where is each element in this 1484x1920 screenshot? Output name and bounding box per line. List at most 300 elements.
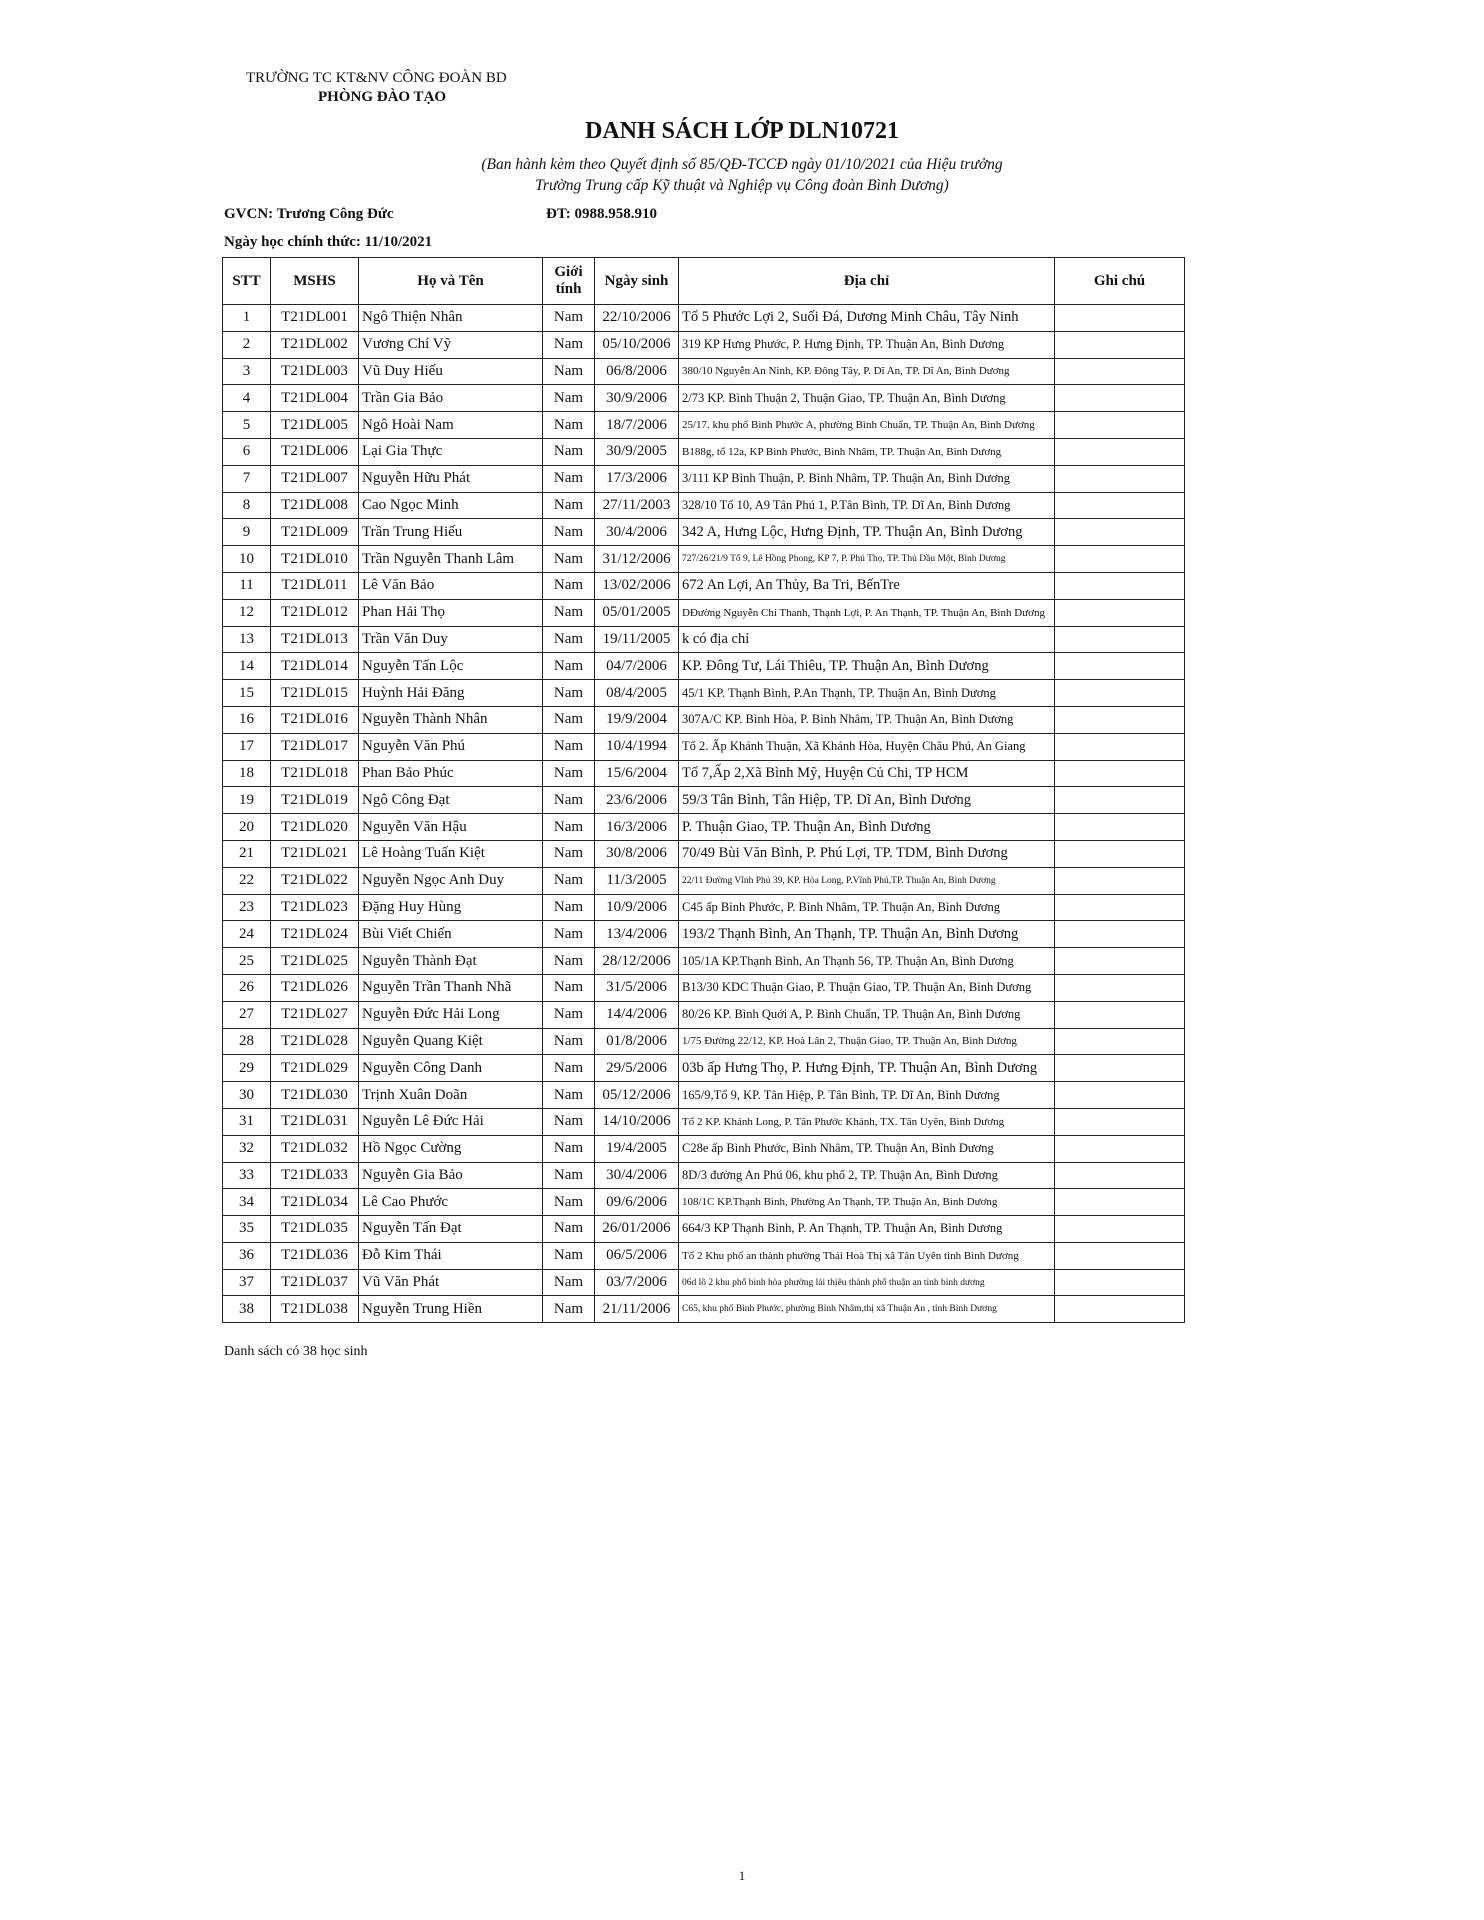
cell-address: 319 KP Hưng Phước, P. Hưng Định, TP. Thuận An, Bình Dương bbox=[679, 331, 1055, 358]
cell-mshs: T21DL012 bbox=[271, 599, 359, 626]
cell-gender: Nam bbox=[543, 948, 595, 975]
cell-gender: Nam bbox=[543, 1028, 595, 1055]
cell-mshs: T21DL010 bbox=[271, 546, 359, 573]
cell-name: Hồ Ngọc Cường bbox=[359, 1135, 543, 1162]
cell-mshs: T21DL004 bbox=[271, 385, 359, 412]
cell-dob: 08/4/2005 bbox=[595, 680, 679, 707]
cell-gender: Nam bbox=[543, 733, 595, 760]
table-row bbox=[223, 1108, 1185, 1135]
cell-stt: 28 bbox=[223, 1028, 271, 1055]
table-row bbox=[223, 572, 1185, 599]
cell-stt: 19 bbox=[223, 787, 271, 814]
cell-stt: 5 bbox=[223, 412, 271, 439]
cell-stt: 33 bbox=[223, 1162, 271, 1189]
cell-dob: 06/5/2006 bbox=[595, 1242, 679, 1269]
table-row bbox=[223, 787, 1185, 814]
table-row bbox=[223, 331, 1185, 358]
cell-name: Phan Bảo Phúc bbox=[359, 760, 543, 787]
cell-address: 105/1A KP.Thạnh Bình, An Thạnh 56, TP. Thuận An, Bình Dương bbox=[679, 948, 1055, 975]
cell-name: Lại Gia Thực bbox=[359, 438, 543, 465]
cell-note bbox=[1055, 680, 1185, 707]
table-row bbox=[223, 1082, 1185, 1109]
cell-dob: 18/7/2006 bbox=[595, 412, 679, 439]
cell-note bbox=[1055, 1055, 1185, 1082]
table-row bbox=[223, 894, 1185, 921]
cell-gender: Nam bbox=[543, 385, 595, 412]
cell-dob: 31/5/2006 bbox=[595, 974, 679, 1001]
column-header-dob: Ngày sinh bbox=[595, 258, 679, 305]
cell-note bbox=[1055, 1082, 1185, 1109]
cell-address: Tổ 7,Ấp 2,Xã Bình Mỹ, Huyện Củ Chi, TP HCM bbox=[679, 760, 1055, 787]
cell-address: C45 ấp Bình Phước, P. Bình Nhâm, TP. Thuận An, Bình Dương bbox=[679, 894, 1055, 921]
cell-note bbox=[1055, 760, 1185, 787]
cell-name: Nguyễn Công Danh bbox=[359, 1055, 543, 1082]
table-row bbox=[223, 546, 1185, 573]
cell-note bbox=[1055, 787, 1185, 814]
cell-dob: 05/10/2006 bbox=[595, 331, 679, 358]
cell-gender: Nam bbox=[543, 599, 595, 626]
cell-name: Trần Văn Duy bbox=[359, 626, 543, 653]
cell-dob: 03/7/2006 bbox=[595, 1269, 679, 1296]
cell-name: Ngô Công Đạt bbox=[359, 787, 543, 814]
cell-mshs: T21DL005 bbox=[271, 412, 359, 439]
cell-name: Lê Văn Bảo bbox=[359, 572, 543, 599]
cell-address: 45/1 KP. Thạnh Bình, P.An Thạnh, TP. Thuận An, Bình Dương bbox=[679, 680, 1055, 707]
cell-address: C28e ấp Bình Phước, Bình Nhâm, TP. Thuận An, Bình Dương bbox=[679, 1135, 1055, 1162]
cell-address: 2/73 KP. Bình Thuận 2, Thuận Giao, TP. Thuận An, Bình Dương bbox=[679, 385, 1055, 412]
cell-gender: Nam bbox=[543, 680, 595, 707]
cell-note bbox=[1055, 840, 1185, 867]
cell-dob: 19/4/2005 bbox=[595, 1135, 679, 1162]
cell-stt: 16 bbox=[223, 706, 271, 733]
cell-stt: 18 bbox=[223, 760, 271, 787]
cell-dob: 26/01/2006 bbox=[595, 1216, 679, 1243]
table-row bbox=[223, 1001, 1185, 1028]
cell-gender: Nam bbox=[543, 1001, 595, 1028]
cell-gender: Nam bbox=[543, 894, 595, 921]
cell-note bbox=[1055, 974, 1185, 1001]
cell-mshs: T21DL038 bbox=[271, 1296, 359, 1323]
cell-name: Nguyễn Trung Hiền bbox=[359, 1296, 543, 1323]
cell-name: Đặng Huy Hùng bbox=[359, 894, 543, 921]
cell-gender: Nam bbox=[543, 1055, 595, 1082]
cell-stt: 3 bbox=[223, 358, 271, 385]
teacher-phone: ĐT: 0988.958.910 bbox=[546, 206, 657, 222]
cell-dob: 14/10/2006 bbox=[595, 1108, 679, 1135]
table-header-row bbox=[223, 258, 1185, 305]
cell-mshs: T21DL013 bbox=[271, 626, 359, 653]
cell-mshs: T21DL030 bbox=[271, 1082, 359, 1109]
cell-name: Trần Gia Bảo bbox=[359, 385, 543, 412]
cell-stt: 14 bbox=[223, 653, 271, 680]
cell-gender: Nam bbox=[543, 1135, 595, 1162]
table-row bbox=[223, 1162, 1185, 1189]
cell-name: Trần Trung Hiếu bbox=[359, 519, 543, 546]
cell-note bbox=[1055, 1162, 1185, 1189]
cell-note bbox=[1055, 867, 1185, 894]
cell-mshs: T21DL032 bbox=[271, 1135, 359, 1162]
cell-dob: 28/12/2006 bbox=[595, 948, 679, 975]
cell-gender: Nam bbox=[543, 331, 595, 358]
cell-name: Nguyễn Văn Hậu bbox=[359, 814, 543, 841]
cell-mshs: T21DL026 bbox=[271, 974, 359, 1001]
cell-dob: 27/11/2003 bbox=[595, 492, 679, 519]
cell-note bbox=[1055, 706, 1185, 733]
cell-gender: Nam bbox=[543, 760, 595, 787]
table-row bbox=[223, 1269, 1185, 1296]
cell-gender: Nam bbox=[543, 1296, 595, 1323]
cell-address: 3/111 KP Bình Thuận, P. Bình Nhâm, TP. Thuận An, Bình Dương bbox=[679, 465, 1055, 492]
cell-mshs: T21DL018 bbox=[271, 760, 359, 787]
table-row bbox=[223, 438, 1185, 465]
cell-mshs: T21DL023 bbox=[271, 894, 359, 921]
cell-name: Cao Ngọc Minh bbox=[359, 492, 543, 519]
cell-stt: 10 bbox=[223, 546, 271, 573]
cell-stt: 1 bbox=[223, 305, 271, 332]
table-row bbox=[223, 680, 1185, 707]
table-row bbox=[223, 465, 1185, 492]
cell-name: Lê Hoàng Tuấn Kiệt bbox=[359, 840, 543, 867]
cell-address: C65, khu phố Bình Phước, phường Bình Nhâm,thị xã Thuận An , tỉnh Bình Dương bbox=[679, 1296, 1055, 1323]
cell-note bbox=[1055, 814, 1185, 841]
cell-gender: Nam bbox=[543, 519, 595, 546]
cell-name: Lê Cao Phước bbox=[359, 1189, 543, 1216]
cell-dob: 16/3/2006 bbox=[595, 814, 679, 841]
cell-address: 25/17. khu phố Bình Phước A, phường Bình Chuẩn, TP. Thuận An, Bình Dương bbox=[679, 412, 1055, 439]
cell-dob: 21/11/2006 bbox=[595, 1296, 679, 1323]
cell-dob: 09/6/2006 bbox=[595, 1189, 679, 1216]
start-date: Ngày học chính thức: 11/10/2021 bbox=[224, 234, 433, 250]
cell-address: 80/26 KP. Bình Quới A, P. Bình Chuẩn, TP. Thuận An, Bình Dương bbox=[679, 1001, 1055, 1028]
cell-name: Ngô Thiện Nhân bbox=[359, 305, 543, 332]
cell-mshs: T21DL024 bbox=[271, 921, 359, 948]
cell-note bbox=[1055, 1242, 1185, 1269]
cell-gender: Nam bbox=[543, 1162, 595, 1189]
department-name: PHÒNG ĐÀO TẠO bbox=[318, 89, 447, 105]
cell-note bbox=[1055, 546, 1185, 573]
cell-stt: 7 bbox=[223, 465, 271, 492]
student-table bbox=[222, 257, 1185, 1323]
cell-name: Nguyễn Tấn Lộc bbox=[359, 653, 543, 680]
cell-address: Tổ 2. Ấp Khánh Thuận, Xã Khánh Hòa, Huyện Châu Phú, An Giang bbox=[679, 733, 1055, 760]
cell-dob: 31/12/2006 bbox=[595, 546, 679, 573]
cell-address: KP. Đông Tư, Lái Thiêu, TP. Thuận An, Bình Dương bbox=[679, 653, 1055, 680]
cell-address: k có địa chỉ bbox=[679, 626, 1055, 653]
cell-name: Nguyễn Hữu Phát bbox=[359, 465, 543, 492]
cell-address: Tổ 5 Phước Lợi 2, Suối Đá, Dương Minh Châu, Tây Ninh bbox=[679, 305, 1055, 332]
table-row bbox=[223, 653, 1185, 680]
column-header-stt: STT bbox=[223, 258, 271, 305]
cell-address: 307A/C KP. Bình Hòa, P. Bình Nhâm, TP. Thuận An, Bình Dương bbox=[679, 706, 1055, 733]
cell-gender: Nam bbox=[543, 546, 595, 573]
table-row bbox=[223, 412, 1185, 439]
cell-name: Nguyễn Đức Hải Long bbox=[359, 1001, 543, 1028]
cell-address: B188g, tổ 12a, KP Bình Phước, Bình Nhâm, TP. Thuận An, Bình Dương bbox=[679, 438, 1055, 465]
cell-gender: Nam bbox=[543, 412, 595, 439]
table-row bbox=[223, 974, 1185, 1001]
column-header-gender-line2: tính bbox=[555, 281, 582, 297]
cell-mshs: T21DL021 bbox=[271, 840, 359, 867]
cell-dob: 22/10/2006 bbox=[595, 305, 679, 332]
table-row bbox=[223, 840, 1185, 867]
cell-stt: 15 bbox=[223, 680, 271, 707]
cell-name: Nguyễn Thành Nhân bbox=[359, 706, 543, 733]
table-row bbox=[223, 706, 1185, 733]
cell-gender: Nam bbox=[543, 653, 595, 680]
cell-stt: 36 bbox=[223, 1242, 271, 1269]
cell-mshs: T21DL003 bbox=[271, 358, 359, 385]
cell-name: Đỗ Kim Thái bbox=[359, 1242, 543, 1269]
cell-note bbox=[1055, 626, 1185, 653]
cell-note bbox=[1055, 1001, 1185, 1028]
cell-stt: 32 bbox=[223, 1135, 271, 1162]
cell-dob: 10/9/2006 bbox=[595, 894, 679, 921]
cell-stt: 31 bbox=[223, 1108, 271, 1135]
cell-mshs: T21DL001 bbox=[271, 305, 359, 332]
cell-mshs: T21DL008 bbox=[271, 492, 359, 519]
cell-dob: 30/4/2006 bbox=[595, 1162, 679, 1189]
cell-name: Nguyễn Ngọc Anh Duy bbox=[359, 867, 543, 894]
subtitle-line-1: (Ban hành kèm theo Quyết định số 85/QĐ-TCCĐ ngày 01/10/2021 của Hiệu trưởng bbox=[481, 156, 1003, 173]
page-number: 1 bbox=[738, 1868, 746, 1883]
cell-name: Nguyễn Quang Kiệt bbox=[359, 1028, 543, 1055]
cell-stt: 2 bbox=[223, 331, 271, 358]
cell-dob: 01/8/2006 bbox=[595, 1028, 679, 1055]
cell-dob: 19/9/2004 bbox=[595, 706, 679, 733]
column-header-mshs: MSHS bbox=[271, 258, 359, 305]
cell-gender: Nam bbox=[543, 465, 595, 492]
cell-address: P. Thuận Giao, TP. Thuận An, Bình Dương bbox=[679, 814, 1055, 841]
cell-dob: 17/3/2006 bbox=[595, 465, 679, 492]
table-row bbox=[223, 867, 1185, 894]
cell-note bbox=[1055, 921, 1185, 948]
cell-stt: 27 bbox=[223, 1001, 271, 1028]
cell-note bbox=[1055, 358, 1185, 385]
cell-stt: 25 bbox=[223, 948, 271, 975]
cell-name: Nguyễn Trần Thanh Nhã bbox=[359, 974, 543, 1001]
cell-address: 06d lô 2 khu phố bình hòa phường lái thiêu thành phố thuận an tỉnh bình dương bbox=[679, 1269, 1055, 1296]
cell-mshs: T21DL017 bbox=[271, 733, 359, 760]
cell-gender: Nam bbox=[543, 974, 595, 1001]
cell-address: Tổ 2 Khu phố an thành phường Thái Hoà Thị xã Tân Uyên tỉnh Bình Dương bbox=[679, 1242, 1055, 1269]
cell-stt: 24 bbox=[223, 921, 271, 948]
cell-address: Tổ 2 KP. Khánh Long, P. Tân Phước Khánh, TX. Tân Uyên, Bình Dương bbox=[679, 1108, 1055, 1135]
cell-name: Trần Nguyễn Thanh Lâm bbox=[359, 546, 543, 573]
cell-note bbox=[1055, 1028, 1185, 1055]
cell-address: 165/9,Tổ 9, KP. Tân Hiệp, P. Tân Bình, TP. Dĩ An, Bình Dương bbox=[679, 1082, 1055, 1109]
table-row bbox=[223, 733, 1185, 760]
column-header-gender bbox=[543, 258, 595, 305]
cell-stt: 12 bbox=[223, 599, 271, 626]
cell-note bbox=[1055, 305, 1185, 332]
cell-mshs: T21DL022 bbox=[271, 867, 359, 894]
cell-note bbox=[1055, 331, 1185, 358]
cell-address: B13/30 KDC Thuận Giao, P. Thuận Giao, TP. Thuận An, Bình Dương bbox=[679, 974, 1055, 1001]
cell-note bbox=[1055, 519, 1185, 546]
cell-dob: 13/02/2006 bbox=[595, 572, 679, 599]
table-row bbox=[223, 1135, 1185, 1162]
table-row bbox=[223, 1189, 1185, 1216]
cell-name: Vũ Duy Hiếu bbox=[359, 358, 543, 385]
cell-mshs: T21DL027 bbox=[271, 1001, 359, 1028]
cell-gender: Nam bbox=[543, 840, 595, 867]
cell-name: Nguyễn Gia Bảo bbox=[359, 1162, 543, 1189]
cell-name: Nguyễn Thành Đạt bbox=[359, 948, 543, 975]
table-row bbox=[223, 814, 1185, 841]
cell-name: Ngô Hoài Nam bbox=[359, 412, 543, 439]
cell-note bbox=[1055, 1216, 1185, 1243]
cell-mshs: T21DL037 bbox=[271, 1269, 359, 1296]
cell-mshs: T21DL015 bbox=[271, 680, 359, 707]
cell-note bbox=[1055, 1135, 1185, 1162]
table-row bbox=[223, 492, 1185, 519]
cell-dob: 11/3/2005 bbox=[595, 867, 679, 894]
cell-gender: Nam bbox=[543, 706, 595, 733]
cell-note bbox=[1055, 894, 1185, 921]
cell-dob: 30/9/2006 bbox=[595, 385, 679, 412]
cell-mshs: T21DL033 bbox=[271, 1162, 359, 1189]
cell-address: 59/3 Tân Bình, Tân Hiệp, TP. Dĩ An, Bình Dương bbox=[679, 787, 1055, 814]
cell-name: Vũ Văn Phát bbox=[359, 1269, 543, 1296]
cell-address: 727/26/21/9 Tổ 9, Lê Hồng Phong, KP 7, P. Phú Thọ, TP. Thủ Dầu Một, Bình Dương bbox=[679, 546, 1055, 573]
list-summary: Danh sách có 38 học sinh bbox=[224, 1344, 368, 1359]
subtitle-line-2: Trường Trung cấp Kỹ thuật và Nghiệp vụ Công đoàn Bình Dương) bbox=[535, 177, 949, 194]
column-header-gender-line1: Giới bbox=[554, 264, 583, 280]
table-row bbox=[223, 358, 1185, 385]
cell-address: 328/10 Tổ 10, A9 Tân Phú 1, P.Tân Bình, TP. Dĩ An, Bình Dương bbox=[679, 492, 1055, 519]
cell-note bbox=[1055, 1108, 1185, 1135]
cell-stt: 35 bbox=[223, 1216, 271, 1243]
cell-address: DĐường Nguyễn Chí Thanh, Thạnh Lợi, P. An Thạnh, TP. Thuận An, Bình Dương bbox=[679, 599, 1055, 626]
column-header-name: Họ và Tên bbox=[359, 258, 543, 305]
cell-name: Nguyễn Tấn Đạt bbox=[359, 1216, 543, 1243]
cell-name: Nguyễn Lê Đức Hải bbox=[359, 1108, 543, 1135]
cell-address: 8D/3 đường An Phú 06, khu phố 2, TP. Thuận An, Bình Dương bbox=[679, 1162, 1055, 1189]
cell-dob: 23/6/2006 bbox=[595, 787, 679, 814]
table-row bbox=[223, 599, 1185, 626]
table-row bbox=[223, 760, 1185, 787]
cell-note bbox=[1055, 438, 1185, 465]
cell-dob: 19/11/2005 bbox=[595, 626, 679, 653]
column-header-address: Địa chỉ bbox=[679, 258, 1055, 305]
cell-note bbox=[1055, 412, 1185, 439]
cell-dob: 15/6/2004 bbox=[595, 760, 679, 787]
cell-address: 664/3 KP Thạnh Bình, P. An Thạnh, TP. Thuận An, Bình Dương bbox=[679, 1216, 1055, 1243]
table-row bbox=[223, 921, 1185, 948]
cell-stt: 20 bbox=[223, 814, 271, 841]
cell-gender: Nam bbox=[543, 867, 595, 894]
cell-note bbox=[1055, 653, 1185, 680]
cell-mshs: T21DL034 bbox=[271, 1189, 359, 1216]
cell-dob: 30/4/2006 bbox=[595, 519, 679, 546]
cell-note bbox=[1055, 599, 1185, 626]
cell-dob: 04/7/2006 bbox=[595, 653, 679, 680]
cell-mshs: T21DL036 bbox=[271, 1242, 359, 1269]
cell-note bbox=[1055, 733, 1185, 760]
cell-note bbox=[1055, 572, 1185, 599]
cell-name: Huỳnh Hải Đăng bbox=[359, 680, 543, 707]
cell-gender: Nam bbox=[543, 626, 595, 653]
cell-stt: 13 bbox=[223, 626, 271, 653]
cell-address: 22/11 Đường Vĩnh Phú 39, KP. Hòa Long, P.Vĩnh Phú,TP. Thuận An, Bình Dương bbox=[679, 867, 1055, 894]
table-row bbox=[223, 385, 1185, 412]
cell-dob: 29/5/2006 bbox=[595, 1055, 679, 1082]
cell-address: 342 A, Hưng Lộc, Hưng Định, TP. Thuận An, Bình Dương bbox=[679, 519, 1055, 546]
cell-address: 380/10 Nguyễn An Ninh, KP. Đông Tây, P. Dĩ An, TP. Dĩ An, Bình Dương bbox=[679, 358, 1055, 385]
cell-dob: 30/8/2006 bbox=[595, 840, 679, 867]
cell-dob: 30/9/2005 bbox=[595, 438, 679, 465]
cell-stt: 21 bbox=[223, 840, 271, 867]
cell-note bbox=[1055, 465, 1185, 492]
cell-note bbox=[1055, 492, 1185, 519]
table-row bbox=[223, 1242, 1185, 1269]
table-row bbox=[223, 1028, 1185, 1055]
table-row bbox=[223, 1216, 1185, 1243]
cell-gender: Nam bbox=[543, 1108, 595, 1135]
cell-gender: Nam bbox=[543, 492, 595, 519]
cell-gender: Nam bbox=[543, 305, 595, 332]
cell-note bbox=[1055, 1296, 1185, 1323]
table-row bbox=[223, 1055, 1185, 1082]
cell-stt: 6 bbox=[223, 438, 271, 465]
table-row bbox=[223, 948, 1185, 975]
cell-stt: 8 bbox=[223, 492, 271, 519]
cell-mshs: T21DL019 bbox=[271, 787, 359, 814]
page-title: DANH SÁCH LỚP DLN10721 bbox=[584, 118, 900, 144]
table-row bbox=[223, 626, 1185, 653]
cell-dob: 05/01/2005 bbox=[595, 599, 679, 626]
cell-address: 672 An Lợi, An Thủy, Ba Tri, BếnTre bbox=[679, 572, 1055, 599]
cell-gender: Nam bbox=[543, 814, 595, 841]
cell-stt: 34 bbox=[223, 1189, 271, 1216]
cell-gender: Nam bbox=[543, 1242, 595, 1269]
cell-name: Vương Chí Vỹ bbox=[359, 331, 543, 358]
cell-mshs: T21DL020 bbox=[271, 814, 359, 841]
cell-dob: 05/12/2006 bbox=[595, 1082, 679, 1109]
cell-dob: 06/8/2006 bbox=[595, 358, 679, 385]
cell-mshs: T21DL035 bbox=[271, 1216, 359, 1243]
cell-gender: Nam bbox=[543, 1082, 595, 1109]
cell-name: Phan Hải Thọ bbox=[359, 599, 543, 626]
cell-gender: Nam bbox=[543, 438, 595, 465]
cell-stt: 37 bbox=[223, 1269, 271, 1296]
cell-stt: 23 bbox=[223, 894, 271, 921]
cell-dob: 14/4/2006 bbox=[595, 1001, 679, 1028]
cell-note bbox=[1055, 948, 1185, 975]
cell-address: 193/2 Thạnh Bình, An Thạnh, TP. Thuận An, Bình Dương bbox=[679, 921, 1055, 948]
cell-stt: 30 bbox=[223, 1082, 271, 1109]
cell-mshs: T21DL031 bbox=[271, 1108, 359, 1135]
cell-name: Trịnh Xuân Doãn bbox=[359, 1082, 543, 1109]
cell-mshs: T21DL002 bbox=[271, 331, 359, 358]
table-row bbox=[223, 1296, 1185, 1323]
cell-mshs: T21DL029 bbox=[271, 1055, 359, 1082]
cell-name: Nguyễn Văn Phú bbox=[359, 733, 543, 760]
cell-stt: 29 bbox=[223, 1055, 271, 1082]
column-header-note: Ghi chú bbox=[1055, 258, 1185, 305]
cell-mshs: T21DL014 bbox=[271, 653, 359, 680]
cell-mshs: T21DL016 bbox=[271, 706, 359, 733]
school-name: TRƯỜNG TC KT&NV CÔNG ĐOÀN BD bbox=[246, 70, 507, 86]
cell-gender: Nam bbox=[543, 921, 595, 948]
cell-dob: 13/4/2006 bbox=[595, 921, 679, 948]
cell-mshs: T21DL007 bbox=[271, 465, 359, 492]
cell-dob: 10/4/1994 bbox=[595, 733, 679, 760]
homeroom-teacher: GVCN: Trương Công Đức bbox=[224, 206, 394, 222]
cell-stt: 4 bbox=[223, 385, 271, 412]
cell-mshs: T21DL028 bbox=[271, 1028, 359, 1055]
cell-note bbox=[1055, 1269, 1185, 1296]
